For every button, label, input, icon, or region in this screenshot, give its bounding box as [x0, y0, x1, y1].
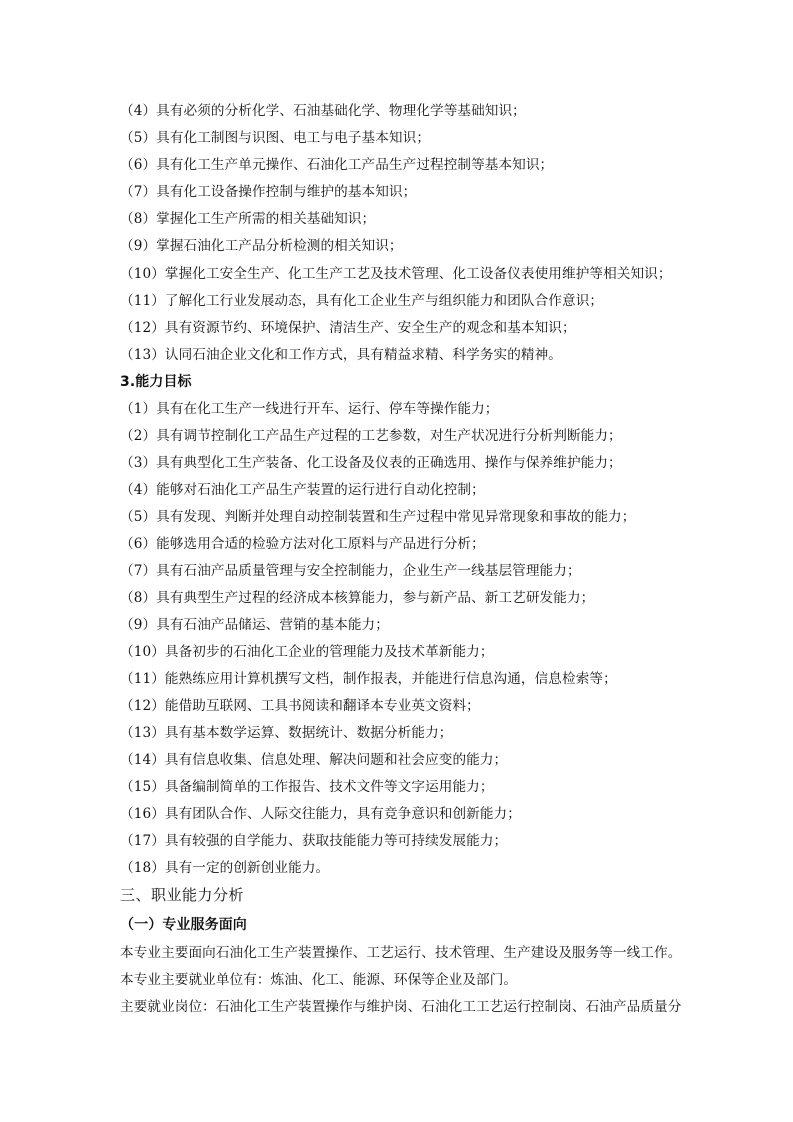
knowledge-item: （5）具有化工制图与识图、电工与电子基本知识； [120, 130, 431, 146]
ability-item: （10）具备初步的石油化工企业的管理能力及技术革新能力； [120, 644, 494, 660]
ability-item: （15）具备编制简单的工作报告、技术文件等文字运用能力； [120, 779, 494, 795]
ability-item: （3）具有典型化工生产装备、化工设备及仪表的正确选用、操作与保养维护能力； [120, 455, 622, 471]
knowledge-item: （11）了解化工行业发展动态，具有化工企业生产与组织能力和团队合作意识； [120, 293, 604, 309]
knowledge-item: （9）掌握石油化工产品分析检测的相关知识； [120, 238, 403, 254]
ability-heading: 3.能力目标 [120, 374, 192, 390]
ability-item: （17）具有较强的自学能力、获取技能能力等可持续发展能力； [120, 833, 508, 849]
service-paragraph: 本专业主要就业单位有：炼油、化工、能源、环保等企业及部门。 [120, 972, 518, 988]
service-paragraph: 本专业主要面向石油化工生产装置操作、工艺运行、技术管理、生产建设及服务等一线工作。 [120, 945, 682, 961]
ability-item: （8）具有典型生产过程的经济成本核算能力，参与新产品、新工艺研发能力； [120, 590, 595, 606]
knowledge-item: （12）具有资源节约、环境保护、清洁生产、安全生产的观念和基本知识； [120, 320, 576, 336]
knowledge-item: （7）具有化工设备操作控制与维护的基本知识； [120, 184, 417, 200]
ability-item: （5）具有发现、判断并处理自动控制装置和生产过程中常见异常现象和事故的能力； [120, 509, 636, 525]
ability-item: （2）具有调节控制化工产品生产过程的工艺参数，对生产状况进行分析判断能力； [120, 428, 622, 444]
ability-item: （12）能借助互联网、工具书阅读和翻译本专业英文资料； [120, 698, 480, 714]
knowledge-item: （10）掌握化工安全生产、化工生产工艺及技术管理、化工设备仪表使用维护等相关知识； [120, 266, 672, 282]
subsection-title: （一）专业服务面向 [120, 917, 247, 933]
ability-item: （1）具有在化工生产一线进行开车、运行、停车等操作能力； [120, 401, 499, 417]
knowledge-item: （13）认同石油企业文化和工作方式，具有精益求精、科学务实的精神。 [120, 347, 563, 363]
knowledge-item: （6）具有化工生产单元操作、石油化工产品生产过程控制等基本知识； [120, 157, 554, 173]
ability-item: （16）具有团队合作、人际交往能力，具有竞争意识和创新能力； [120, 806, 521, 822]
ability-item: （7）具有石油产品质量管理与安全控制能力，企业生产一线基层管理能力； [120, 563, 581, 579]
ability-item: （18）具有一定的创新创业能力。 [120, 860, 330, 876]
section-title: 三、职业能力分析 [120, 886, 245, 904]
service-paragraph: 主要就业岗位：石油化工生产装置操作与维护岗、石油化工工艺运行控制岗、石油产品质量分 [120, 999, 682, 1015]
ability-item: （9）具有石油产品储运、营销的基本能力； [120, 617, 389, 633]
knowledge-item: （8）掌握化工生产所需的相关基础知识； [120, 211, 376, 227]
ability-item: （6）能够选用合适的检验方法对化工原料与产品进行分析； [120, 536, 485, 552]
knowledge-item: （4）具有必须的分析化学、石油基础化学、物理化学等基础知识； [120, 103, 526, 119]
ability-item: （4）能够对石油化工产品生产装置的运行进行自动化控制； [120, 482, 485, 498]
ability-item: （14）具有信息收集、信息处理、解决问题和社会应变的能力； [120, 752, 508, 768]
ability-item: （13）具有基本数学运算、数据统计、数据分析能力； [120, 725, 453, 741]
ability-item: （11）能熟练应用计算机撰写文档，制作报表，并能进行信息沟通，信息检索等； [120, 671, 617, 687]
